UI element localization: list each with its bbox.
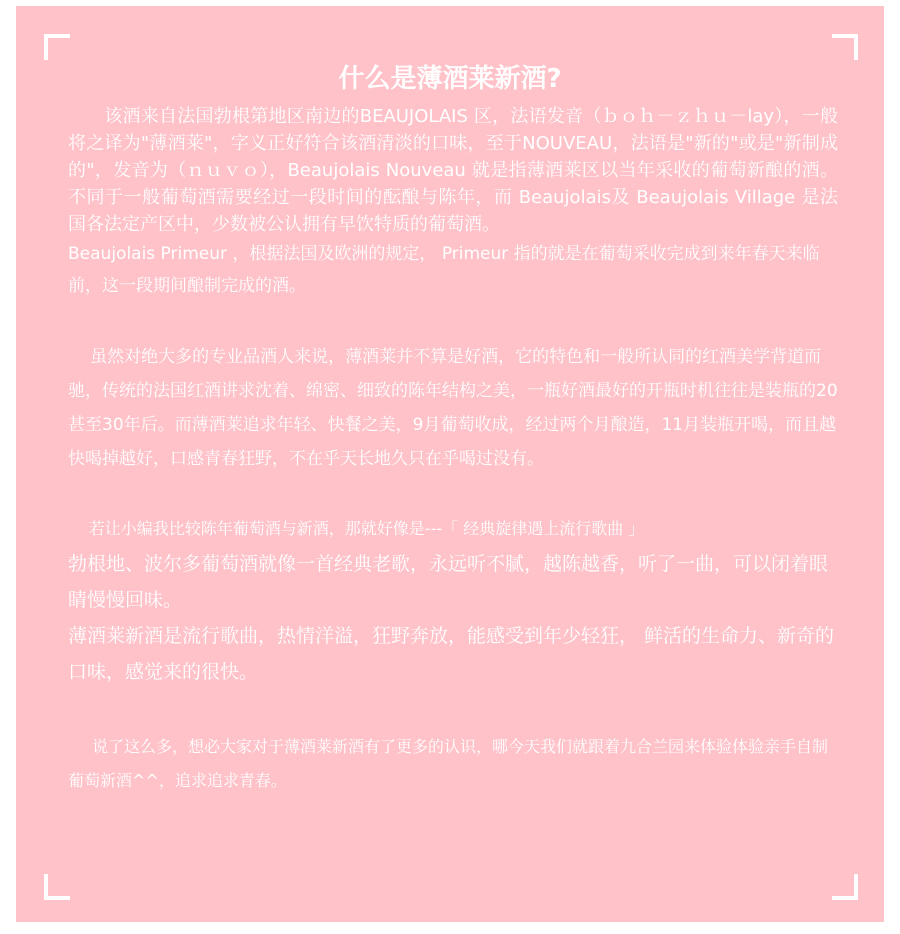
article-panel (16, 6, 884, 922)
paragraph-classic-wine: 勃根地、波尔多葡萄酒就像一首经典老歌，永远听不腻，越陈越香，听了一曲，可以闭着眼睛慢慢回味。 (68, 553, 829, 611)
corner-bracket-top-right (832, 34, 858, 60)
article-body (68, 103, 838, 798)
paragraph-intro-text: 该酒来自法国勃根第地区南边的BEAUJOLAIS 区，法语发音（ｂｏｈ－ｚｈｕ－lay），一般将之译为"薄酒莱"，字义正好符合该酒清淡的口味，至于NOUVEAU，法语是"新的"或是"新制成的"，发音为（ｎｕｖｏ），Beaujolais Nouveau 就是指薄酒莱区以当年采收的葡萄新酿的酒。不同于一般葡萄酒需要经过一段时间的酝酿与陈年，而 Beaujolais及 Beaujolais Village 是法国各法定产区中，少数被公认拥有早饮特质的葡萄酒。 (68, 106, 838, 235)
paragraph-closing: 说了这么多，想必大家对于薄酒莱新酒有了更多的认识，哪今天我们就跟着九合兰园来体验体验亲手自制葡萄新酒^^，追求追求青春。 (68, 737, 829, 790)
paragraph-comparison-intro: 若让小编我比较陈年葡萄酒与新酒，那就好像是---「 经典旋律遇上流行歌曲 」 (88, 519, 645, 538)
paragraph-primeur: Beaujolais Primeur ，根据法国及欧洲的规定， Primeur 指的就是在葡萄采收完成到来年春天来临前，这一段期间酿制完成的酒。 (68, 244, 820, 296)
paragraph-aesthetics: 虽然对绝大多的专业品酒人来说，薄酒莱并不算是好酒，它的特色和一般所认同的红酒美学背道而驰，传统的法国红酒讲求沈着、绵密、细致的陈年结构之美，一瓶好酒最好的开瓶时机往往是装瓶的20甚至30年后。而薄酒莱追求年轻、快餐之美，9月葡萄收成，经过两个月酿造，11月装瓶开喝，而且越快喝掉越好，口感青春狂野，不在乎天长地久只在乎喝过没有。 (68, 347, 838, 469)
corner-bracket-bottom-right (832, 874, 858, 900)
corner-bracket-top-left (44, 34, 70, 60)
paragraph-new-wine: 薄酒莱新酒是流行歌曲，热情洋溢，狂野奔放，能感受到年少轻狂， 鲜活的生命力、新奇的口味，感觉来的很快。 (68, 625, 835, 683)
corner-bracket-bottom-left (44, 874, 70, 900)
paragraph-intro (68, 103, 838, 238)
article-title: 什么是薄酒莱新酒? (338, 64, 562, 94)
